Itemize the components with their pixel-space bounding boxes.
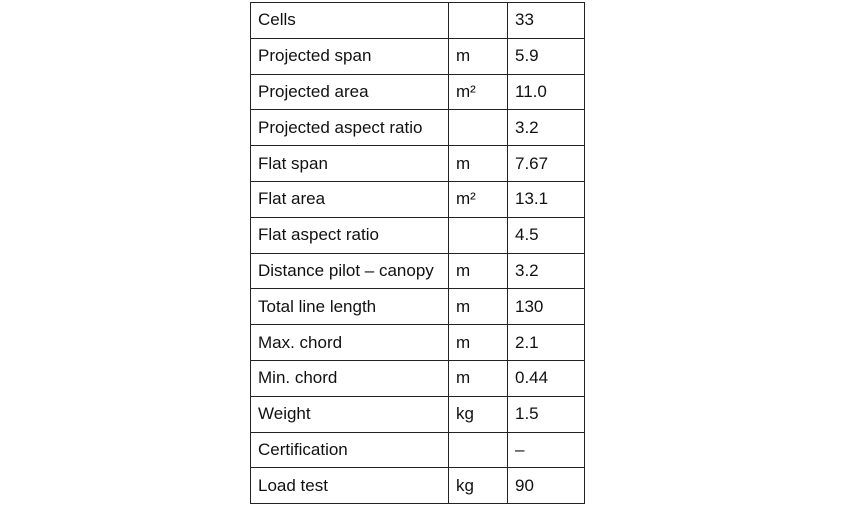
row-label: Certification <box>251 432 449 468</box>
row-value: 7.67 <box>508 146 585 182</box>
row-value: 90 <box>508 468 585 504</box>
table-row <box>251 74 585 110</box>
row-value: 1.5 <box>508 396 585 432</box>
table-row <box>251 3 585 39</box>
row-label: Flat area <box>251 181 449 217</box>
row-label: Min. chord <box>251 360 449 396</box>
row-label: Projected span <box>251 38 449 74</box>
row-value: 3.2 <box>508 110 585 146</box>
row-value: 0.44 <box>508 360 585 396</box>
row-label: Projected aspect ratio <box>251 110 449 146</box>
row-unit: m <box>449 253 508 289</box>
table-row <box>251 181 585 217</box>
table-row <box>251 325 585 361</box>
row-unit: m <box>449 146 508 182</box>
row-value: 130 <box>508 289 585 325</box>
row-value: 4.5 <box>508 217 585 253</box>
row-unit: m <box>449 360 508 396</box>
table-row <box>251 38 585 74</box>
row-unit <box>449 110 508 146</box>
row-value: 2.1 <box>508 325 585 361</box>
row-unit: m <box>449 289 508 325</box>
row-unit: m² <box>449 181 508 217</box>
row-label: Load test <box>251 468 449 504</box>
table-row <box>251 289 585 325</box>
table-row <box>251 253 585 289</box>
row-value: – <box>508 432 585 468</box>
row-value: 13.1 <box>508 181 585 217</box>
table-row <box>251 396 585 432</box>
specifications-table <box>250 2 585 504</box>
row-unit: kg <box>449 468 508 504</box>
row-label: Total line length <box>251 289 449 325</box>
row-value: 3.2 <box>508 253 585 289</box>
row-label: Max. chord <box>251 325 449 361</box>
row-unit: m² <box>449 74 508 110</box>
row-unit <box>449 3 508 39</box>
row-value: 11.0 <box>508 74 585 110</box>
table-row <box>251 468 585 504</box>
row-unit <box>449 432 508 468</box>
table-row <box>251 110 585 146</box>
table-row <box>251 217 585 253</box>
row-label: Projected area <box>251 74 449 110</box>
row-label: Weight <box>251 396 449 432</box>
row-unit: m <box>449 38 508 74</box>
row-label: Flat span <box>251 146 449 182</box>
table-row <box>251 432 585 468</box>
row-unit: kg <box>449 396 508 432</box>
row-label: Cells <box>251 3 449 39</box>
table-row <box>251 360 585 396</box>
row-unit <box>449 217 508 253</box>
row-value: 5.9 <box>508 38 585 74</box>
table-row <box>251 146 585 182</box>
row-unit: m <box>449 325 508 361</box>
row-label: Distance pilot – canopy <box>251 253 449 289</box>
row-value: 33 <box>508 3 585 39</box>
row-label: Flat aspect ratio <box>251 217 449 253</box>
